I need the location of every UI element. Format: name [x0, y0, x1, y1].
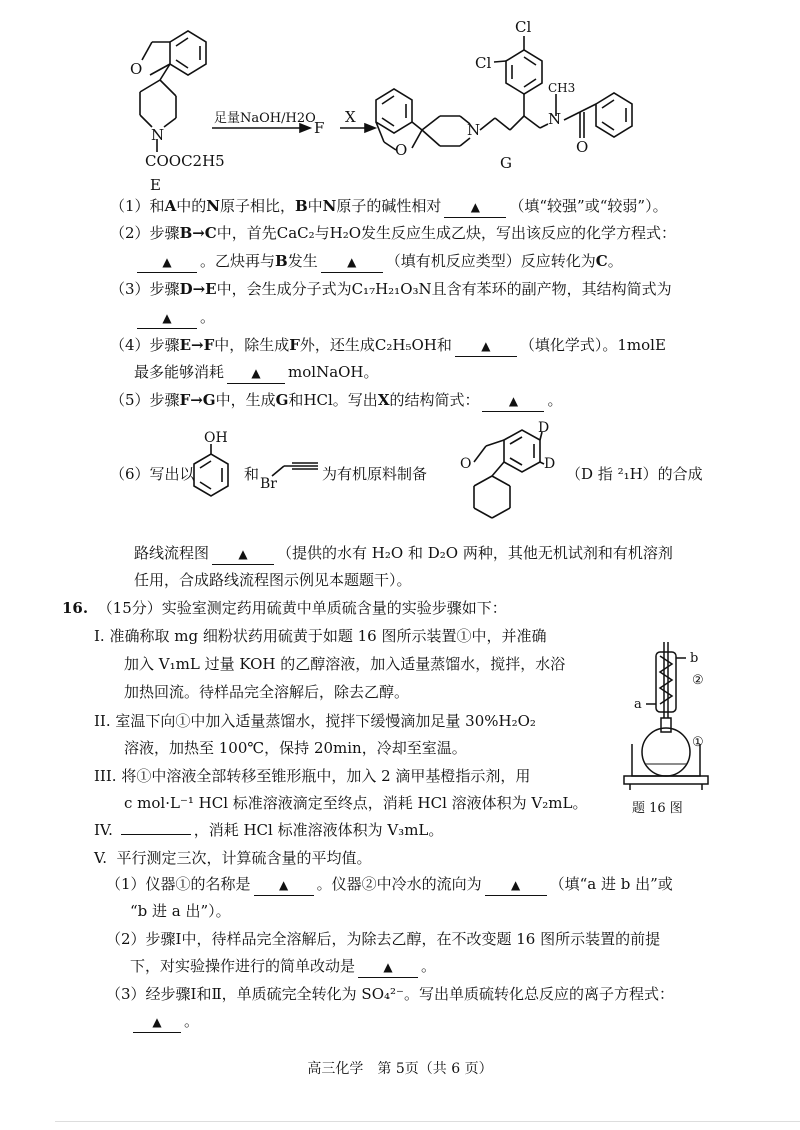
- q6-num: （6）写出以: [110, 465, 195, 483]
- q4-line-1: （4）步骤E→F中，除生成F外，还生成C₂H₅OH和 ▲ （填化学式）。1molE: [110, 335, 666, 357]
- q16-sub1-blank-2[interactable]: ▲: [485, 874, 547, 896]
- label-two: ②: [692, 673, 704, 688]
- page-footer: 高三化学 第 5页（共 6 页）: [307, 1061, 493, 1077]
- q16-sub1-line-1: （1）仪器①的名称是 ▲ 。仪器②中冷水的流向为 ▲ （填“a 进 b 出”或: [106, 874, 673, 896]
- figure-caption: 题 16 图: [632, 801, 683, 816]
- q16-step-1-line-1: I. 准确称取 mg 细粉状药用硫黄于如题 16 图所示装置①中，并准确: [94, 627, 547, 645]
- q6-and: 和: [244, 465, 260, 483]
- q16-step-4: IV. ，消耗 HCl 标准溶液体积为 V₃mL。: [94, 821, 444, 839]
- q2-line-2: ▲ 。乙炔再与B发生 ▲ （填有机反应类型）反应转化为C。: [134, 251, 623, 273]
- q6-line-2: 路线流程图 ▲ （提供的水有 H₂O 和 D₂O 两种，其他无机试剂和有机溶剂: [134, 543, 673, 565]
- atom-cl-2: Cl: [515, 18, 532, 36]
- atom-o-e: O: [130, 60, 143, 78]
- reagent: 足量NaOH/H2O: [214, 111, 316, 126]
- atom-cl-1: Cl: [475, 54, 492, 72]
- q6-line-3: 任用，合成路线流程图示例见本题题干）。: [134, 571, 412, 589]
- label-a: a: [634, 697, 642, 712]
- label-one: ①: [692, 735, 704, 750]
- q6-answer-blank[interactable]: ▲: [212, 543, 274, 565]
- q16-sub2-line-2: 下，对实验操作进行的简单改动是 ▲ 。: [130, 956, 436, 978]
- q5-line: （5）步骤F→G中，生成G和HCl。写出X的结构简式： ▲ 。: [110, 390, 562, 412]
- q2-line-1: （2）步骤B→C中，首先CaC₂与H₂O发生反应生成乙炔，写出该反应的化学方程式：: [110, 224, 677, 242]
- q16-sub3-line-2: ▲ 。: [130, 1011, 199, 1033]
- q2-answer-blank-2[interactable]: ▲: [321, 251, 383, 273]
- q16-step-1-line-3: 加热回流。待样品完全溶解后，除去乙醇。: [124, 683, 410, 701]
- q4-line-2: 最多能够消耗 ▲ molNaOH。: [134, 362, 379, 384]
- e-group: COOC2H5: [145, 152, 225, 170]
- atom-o-amide: O: [576, 138, 589, 156]
- q16-step-2-line-1: II. 室温下向①中加入适量蒸馏水，搅拌下缓慢滴加足量 30%H₂O₂: [94, 712, 536, 730]
- label-g: G: [500, 154, 512, 172]
- atom-n-g: N: [467, 121, 481, 139]
- q6-d-note: （D 指 ²₁H）的合成: [566, 465, 703, 483]
- q16-sub1-line-2: “b 进 a 出”）。: [130, 902, 231, 920]
- q4-answer-blank-2[interactable]: ▲: [227, 362, 285, 384]
- q16-sub2-blank[interactable]: ▲: [358, 956, 418, 978]
- label-x: X: [345, 108, 356, 126]
- q16-sub3-blank[interactable]: ▲: [133, 1011, 181, 1033]
- atom-n-e: N: [151, 126, 165, 144]
- phenol-structure: [186, 430, 236, 510]
- q16-step-3-line-2: c mol·L⁻¹ HCl 标准溶液滴定至终点，消耗 HCl 溶液体积为 V₂mL。: [124, 794, 588, 812]
- q16-step-4-blank[interactable]: [121, 834, 191, 835]
- q16-header: 16. （15分）实验室测定药用硫黄中单质硫含量的实验步骤如下：: [62, 599, 507, 617]
- q2-answer-blank-1[interactable]: ▲: [137, 251, 197, 273]
- atom-d-1: D: [538, 420, 550, 436]
- atom-o-g: O: [395, 141, 408, 159]
- q3-answer-blank[interactable]: ▲: [137, 307, 197, 329]
- q16-step-3-line-1: III. 将①中溶液全部转移至锥形瓶中，加入 2 滴甲基橙指示剂，用: [94, 767, 531, 785]
- label-f: F: [314, 119, 325, 137]
- apparatus-figure: [610, 640, 720, 825]
- atom-br: Br: [260, 476, 277, 492]
- atom-ch3: CH3: [548, 81, 576, 95]
- q16-step-2-line-2: 溶液，加热至 100℃，保持 20min，冷却至室温。: [124, 739, 467, 757]
- reaction-scheme: [0, 0, 800, 200]
- q1-line: （1）和A中的N原子相比，B中N原子的碱性相对 ▲ （填“较强”或“较弱”）。: [110, 196, 668, 218]
- q1-answer-blank[interactable]: ▲: [444, 196, 506, 218]
- propargyl-bromide-structure: [258, 452, 322, 492]
- atom-d-2: D: [544, 456, 556, 472]
- q16-sub1-blank-1[interactable]: ▲: [254, 874, 314, 896]
- atom-o-target: O: [460, 456, 472, 472]
- atom-oh: OH: [204, 430, 228, 446]
- q6-mid: 为有机原料制备: [322, 465, 428, 483]
- q5-answer-blank[interactable]: ▲: [482, 390, 544, 412]
- q3-line-2: ▲ 。: [134, 307, 215, 329]
- atom-n-amide: N: [548, 110, 562, 128]
- q16-sub2-line-1: （2）步骤Ⅰ中，待样品完全溶解后，为除去乙醇，在不改变题 16 图所示装置的前提: [106, 930, 661, 948]
- q4-answer-blank-1[interactable]: ▲: [455, 335, 517, 357]
- label-e: E: [150, 176, 161, 194]
- q16-step-1-line-2: 加入 V₁mL 过量 KOH 的乙醇溶液，加入适量蒸馏水，搅拌，水浴: [124, 655, 566, 673]
- q16-step-5: V. 平行测定三次，计算硫含量的平均值。: [94, 849, 372, 867]
- q16-sub3-line-1: （3）经步骤Ⅰ和Ⅱ，单质硫完全转化为 SO₄²⁻。写出单质硫转化总反应的离子方程式：: [106, 985, 674, 1003]
- label-b: b: [690, 651, 699, 666]
- q3-line-1: （3）步骤D→E中，会生成分子式为C₁₇H₂₁O₃N且含有苯环的副产物，其结构简式为: [110, 280, 672, 298]
- bottom-divider: [55, 1121, 800, 1122]
- target-structure: [446, 418, 556, 534]
